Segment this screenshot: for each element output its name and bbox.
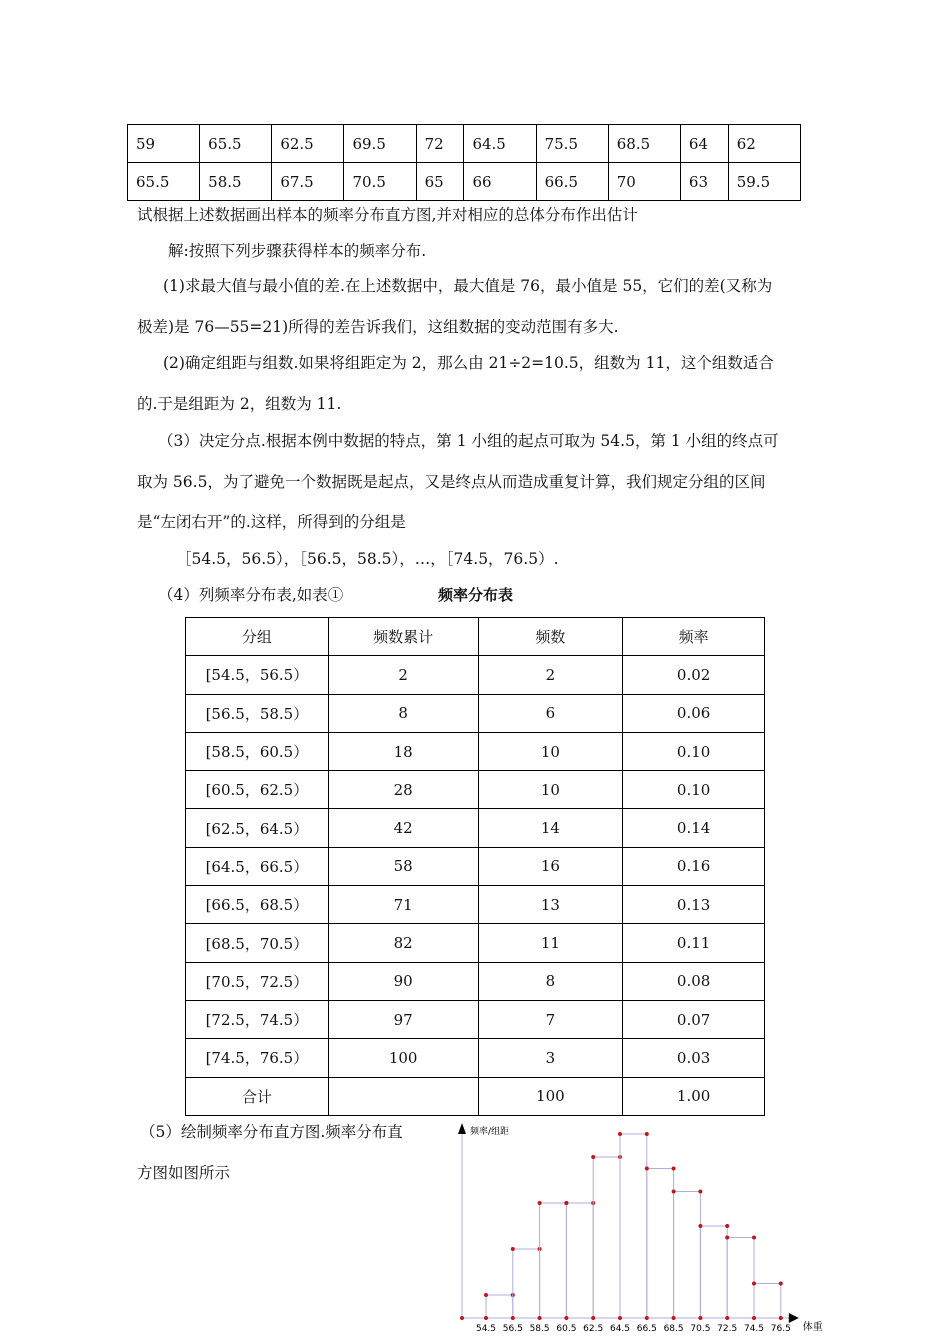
table-cell: 18 bbox=[328, 732, 478, 770]
bar-corner-point bbox=[645, 1132, 649, 1136]
raw-data-table bbox=[127, 124, 801, 201]
header-cell: 分组 bbox=[186, 618, 329, 656]
table-cell: [58.5，60.5） bbox=[186, 732, 329, 770]
table-cell: 2 bbox=[328, 656, 478, 694]
table-row bbox=[186, 771, 765, 809]
data-cell: 67.5 bbox=[272, 163, 344, 201]
x-tick-label: 64.5 bbox=[609, 1324, 631, 1334]
table-cell: 0.03 bbox=[623, 1039, 765, 1077]
x-tick-point bbox=[511, 1316, 515, 1320]
data-cell: 69.5 bbox=[344, 125, 416, 163]
step1-line2: 极差)是 76—55=21)所得的差告诉我们，这组数据的变动范围有多大. bbox=[137, 318, 619, 336]
table-cell: 0.08 bbox=[623, 962, 765, 1000]
table-cell: 8 bbox=[328, 694, 478, 732]
x-tick-label: 70.5 bbox=[690, 1324, 711, 1334]
step3-line1: （3）决定分点.根据本例中数据的特点，第 1 小组的起点可取为 54.5，第 1 小组的终点可 bbox=[158, 432, 779, 450]
table-cell: 10 bbox=[478, 771, 623, 809]
histogram-bar bbox=[700, 1226, 727, 1318]
table-cell bbox=[328, 1077, 478, 1115]
frequency-histogram bbox=[450, 1118, 840, 1342]
step2-line1: (2)确定组距与组数.如果将组距定为 2，那么由 21÷2=10.5，组数为 11，这个组数适合 bbox=[163, 354, 774, 372]
table-cell: 0.16 bbox=[623, 847, 765, 885]
data-row bbox=[128, 163, 801, 201]
x-tick-label: 72.5 bbox=[717, 1324, 738, 1334]
data-cell: 70.5 bbox=[344, 163, 416, 201]
x-tick-point bbox=[484, 1316, 488, 1320]
x-tick-label: 60.5 bbox=[556, 1324, 577, 1334]
table-row bbox=[186, 694, 765, 732]
table-cell: [54.5，56.5） bbox=[186, 656, 329, 694]
bar-corner-point bbox=[725, 1236, 729, 1240]
table-cell: 0.10 bbox=[623, 771, 765, 809]
x-tick-label: 68.5 bbox=[663, 1324, 684, 1334]
bar-corner-point bbox=[779, 1282, 783, 1286]
x-tick-point bbox=[725, 1316, 729, 1320]
y-axis-label: 频率/组距 bbox=[470, 1127, 510, 1137]
table-cell: 0.10 bbox=[623, 732, 765, 770]
freq-table-title: 频率分布表 bbox=[438, 586, 514, 604]
table-cell: 71 bbox=[328, 886, 478, 924]
bar-corner-point bbox=[511, 1247, 515, 1251]
table-row bbox=[186, 1039, 765, 1077]
table-cell: 100 bbox=[478, 1077, 623, 1115]
x-tick-point bbox=[645, 1316, 649, 1320]
frequency-table-header bbox=[186, 618, 765, 656]
table-cell: 2 bbox=[478, 656, 623, 694]
bar-corner-point bbox=[672, 1190, 676, 1194]
data-cell: 64.5 bbox=[464, 125, 536, 163]
frequency-table bbox=[185, 617, 765, 1116]
table-row bbox=[186, 809, 765, 847]
table-cell: 0.13 bbox=[623, 886, 765, 924]
histogram-bar bbox=[620, 1134, 647, 1318]
solution-intro: 解:按照下列步骤获得样本的频率分布. bbox=[168, 242, 427, 260]
table-row bbox=[186, 847, 765, 885]
table-row bbox=[186, 1077, 765, 1115]
bar-corner-point bbox=[645, 1167, 649, 1171]
intervals-line: ［54.5，56.5），［56.5，58.5），…，［74.5，76.5）. bbox=[176, 550, 559, 568]
data-cell: 66 bbox=[464, 163, 536, 201]
header-cell: 频率 bbox=[623, 618, 765, 656]
x-tick-point bbox=[672, 1316, 676, 1320]
origin-point bbox=[460, 1316, 464, 1320]
table-cell: 28 bbox=[328, 771, 478, 809]
x-tick-label: 74.5 bbox=[743, 1324, 765, 1334]
table-cell: 0.11 bbox=[623, 924, 765, 962]
bar-corner-point bbox=[484, 1293, 488, 1297]
histogram-bar bbox=[540, 1203, 567, 1318]
x-tick-point bbox=[564, 1316, 568, 1320]
table-cell: 10 bbox=[478, 732, 623, 770]
step5-line1: （5）绘制频率分布直方图.频率分布直 bbox=[140, 1123, 403, 1141]
table-cell: 82 bbox=[328, 924, 478, 962]
table-cell: 14 bbox=[478, 809, 623, 847]
data-cell: 75.5 bbox=[536, 125, 608, 163]
table-row bbox=[186, 886, 765, 924]
histogram-bar bbox=[593, 1157, 620, 1318]
histogram-bar bbox=[566, 1203, 593, 1318]
x-axis-label: 体重 bbox=[802, 1322, 823, 1333]
step4-line: （4）列频率分布表,如表① bbox=[158, 586, 344, 604]
data-cell: 64 bbox=[680, 125, 728, 163]
x-tick-label: 76.5 bbox=[770, 1324, 791, 1334]
bar-corner-point bbox=[752, 1236, 756, 1240]
table-cell: 90 bbox=[328, 962, 478, 1000]
table-cell: 0.14 bbox=[623, 809, 765, 847]
bar-corner-point bbox=[538, 1201, 542, 1205]
table-cell: 1.00 bbox=[623, 1077, 765, 1115]
table-cell: 11 bbox=[478, 924, 623, 962]
x-axis-arrow bbox=[789, 1313, 799, 1323]
bar-corner-point bbox=[725, 1224, 729, 1228]
table-cell: [60.5，62.5） bbox=[186, 771, 329, 809]
step2-line2: 的.于是组距为 2，组数为 11. bbox=[137, 395, 342, 413]
table-cell: 8 bbox=[478, 962, 623, 1000]
data-cell: 68.5 bbox=[608, 125, 680, 163]
bar-corner-point bbox=[752, 1282, 756, 1286]
bar-corner-point bbox=[564, 1201, 568, 1205]
step5-line2: 方图如图所示 bbox=[137, 1164, 231, 1182]
table-cell: 97 bbox=[328, 1000, 478, 1038]
step3-line3: 是“左闭右开”的.这样，所得到的分组是 bbox=[137, 513, 406, 531]
data-cell: 59.5 bbox=[728, 163, 800, 201]
table-cell: 6 bbox=[478, 694, 623, 732]
step3-line2: 取为 56.5，为了避免一个数据既是起点，又是终点从而造成重复计算，我们规定分组的区间 bbox=[137, 473, 766, 491]
bar-corner-point bbox=[591, 1155, 595, 1159]
x-tick-point bbox=[618, 1316, 622, 1320]
table-row bbox=[186, 924, 765, 962]
x-tick-label: 58.5 bbox=[529, 1324, 550, 1334]
table-cell: 42 bbox=[328, 809, 478, 847]
x-tick-point bbox=[538, 1316, 542, 1320]
table-cell: 7 bbox=[478, 1000, 623, 1038]
x-tick-label: 54.5 bbox=[475, 1324, 497, 1334]
histogram-bar bbox=[647, 1169, 674, 1319]
x-tick-point bbox=[752, 1316, 756, 1320]
y-axis-arrow bbox=[458, 1123, 466, 1134]
table-cell: 58 bbox=[328, 847, 478, 885]
data-row bbox=[128, 125, 801, 163]
data-cell: 70 bbox=[608, 163, 680, 201]
histogram-bar bbox=[727, 1238, 754, 1319]
x-tick-point bbox=[591, 1316, 595, 1320]
table-row bbox=[186, 732, 765, 770]
x-tick-label: 62.5 bbox=[583, 1324, 604, 1334]
data-cell: 59 bbox=[128, 125, 200, 163]
bar-corner-point bbox=[698, 1224, 702, 1228]
table-cell: 0.06 bbox=[623, 694, 765, 732]
x-tick-label: 66.5 bbox=[636, 1324, 657, 1334]
header-cell: 频数累计 bbox=[328, 618, 478, 656]
data-cell: 65.5 bbox=[200, 125, 272, 163]
data-cell: 65.5 bbox=[128, 163, 200, 201]
table-cell: [64.5，66.5） bbox=[186, 847, 329, 885]
table-row bbox=[186, 962, 765, 1000]
table-cell: [62.5，64.5） bbox=[186, 809, 329, 847]
table-cell: 13 bbox=[478, 886, 623, 924]
histogram-bar bbox=[486, 1295, 513, 1318]
bar-corner-point bbox=[672, 1167, 676, 1171]
table-row bbox=[186, 1000, 765, 1038]
table-cell: 0.02 bbox=[623, 656, 765, 694]
x-tick-point bbox=[779, 1316, 783, 1320]
x-tick-point bbox=[698, 1316, 702, 1320]
data-cell: 62 bbox=[728, 125, 800, 163]
bar-corner-point bbox=[698, 1190, 702, 1194]
table-cell: [66.5，68.5） bbox=[186, 886, 329, 924]
table-cell: [74.5，76.5） bbox=[186, 1039, 329, 1077]
histogram-bar bbox=[513, 1249, 540, 1318]
table-cell: [70.5，72.5） bbox=[186, 962, 329, 1000]
data-cell: 58.5 bbox=[200, 163, 272, 201]
table-cell: [68.5，70.5） bbox=[186, 924, 329, 962]
data-cell: 62.5 bbox=[272, 125, 344, 163]
histogram-bar bbox=[674, 1192, 701, 1319]
table-cell: 0.07 bbox=[623, 1000, 765, 1038]
data-cell: 72 bbox=[416, 125, 464, 163]
table-row bbox=[186, 656, 765, 694]
prompt-text: 试根据上述数据画出样本的频率分布直方图,并对相应的总体分布作出估计 bbox=[137, 206, 638, 224]
step1-line1: (1)求最大值与最小值的差.在上述数据中，最大值是 76，最小值是 55，它们的差(又称为 bbox=[163, 277, 773, 295]
table-cell: 16 bbox=[478, 847, 623, 885]
header-cell: 频数 bbox=[478, 618, 623, 656]
table-cell: [56.5，58.5） bbox=[186, 694, 329, 732]
table-cell: [72.5，74.5） bbox=[186, 1000, 329, 1038]
histogram-bar bbox=[754, 1284, 781, 1319]
table-cell: 3 bbox=[478, 1039, 623, 1077]
data-cell: 63 bbox=[680, 163, 728, 201]
table-cell: 100 bbox=[328, 1039, 478, 1077]
x-tick-label: 56.5 bbox=[502, 1324, 523, 1334]
table-cell: 合计 bbox=[186, 1077, 329, 1115]
data-cell: 66.5 bbox=[536, 163, 608, 201]
data-cell: 65 bbox=[416, 163, 464, 201]
bar-corner-point bbox=[618, 1132, 622, 1136]
